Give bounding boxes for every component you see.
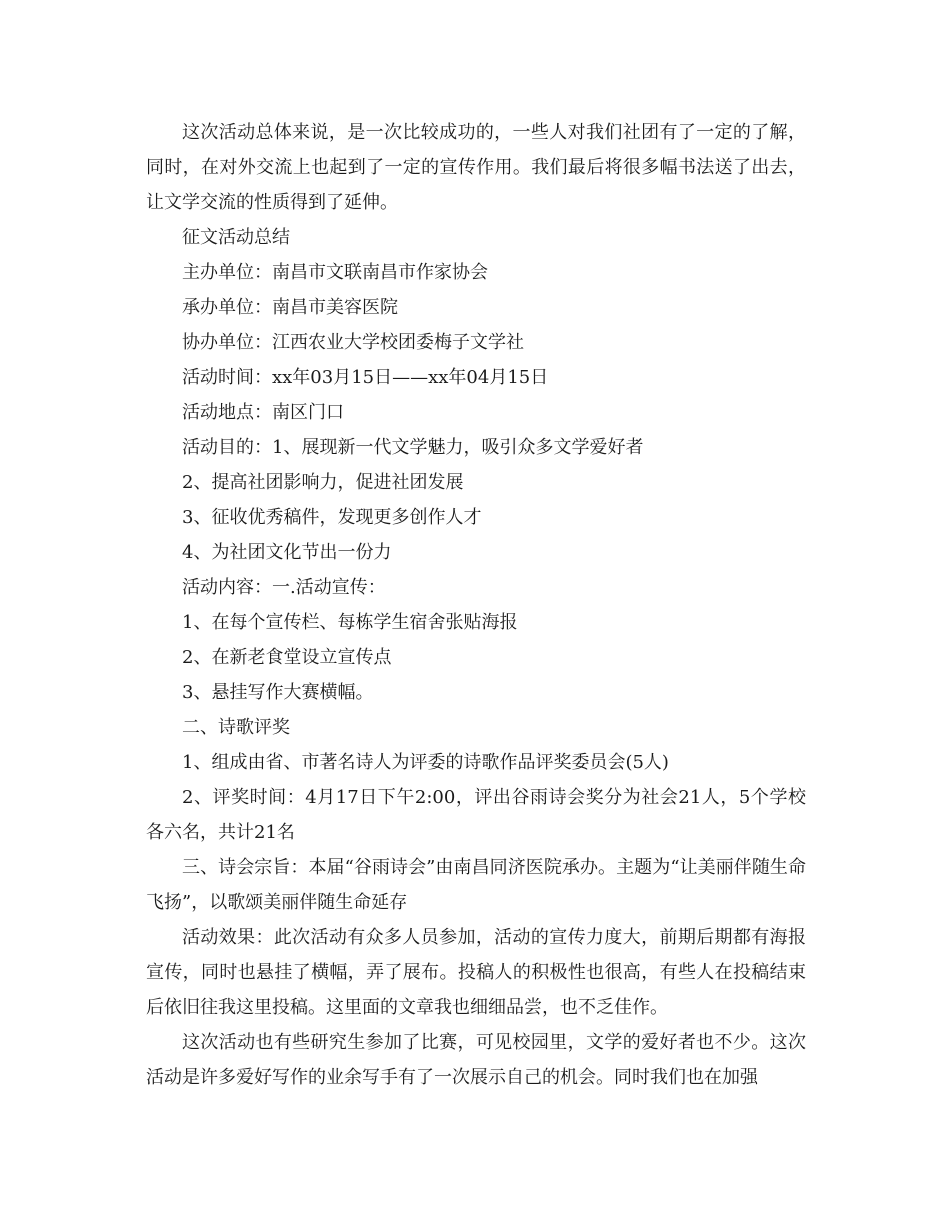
paragraph-event-effect: 活动效果：此次活动有众多人员参加，活动的宣传力度大，前期后期都有海报宣传，同时也悬挂了横幅，弄了展布。投稿人的积极性也很高，有些人在投稿结束后依旧往我这里投稿。这里面的文章我也细细品尝，也不乏佳作。 — [146, 927, 806, 1018]
paragraph-award-time: 2、评奖时间：4月17日下午2:00，评出谷雨诗会奖分为社会21人，5个学校各六名，共计21名 — [146, 787, 806, 843]
paragraph-promo-1: 1、在每个宣传栏、每栋学生宿舍张贴海报 — [182, 612, 518, 633]
document-body — [146, 115, 806, 1095]
paragraph-event-location: 活动地点：南区门口 — [182, 402, 344, 423]
paragraph-closing: 这次活动也有些研究生参加了比赛，可见校园里，文学的爱好者也不少。这次活动是许多爱好写作的业余写手有了一次展示自己的机会。同时我们也在加强 — [146, 1032, 806, 1088]
paragraph-poetry-awards: 二、诗歌评奖 — [182, 717, 290, 738]
paragraph-event-time: 活动时间：xx年03月15日——xx年04月15日 — [182, 367, 549, 388]
paragraph-purpose-2: 2、提高社团影响力，促进社团发展 — [182, 472, 464, 493]
paragraph-jury: 1、组成由省、市著名诗人为评委的诗歌作品评奖委员会(5人) — [182, 752, 669, 773]
paragraph-promo-3: 3、悬挂写作大赛横幅。 — [182, 682, 374, 703]
paragraph-co-organizer-unit: 协办单位：江西农业大学校团委梅子文学社 — [182, 332, 524, 353]
paragraph-event-content: 活动内容：一.活动宣传： — [182, 577, 386, 598]
paragraph-summary-intro: 这次活动总体来说，是一次比较成功的，一些人对我们社团有了一定的了解，同时，在对外交流上也起到了一定的宣传作用。我们最后将很多幅书法送了出去，让文学交流的性质得到了延伸。 — [146, 122, 806, 213]
paragraph-promo-2: 2、在新老食堂设立宣传点 — [182, 647, 392, 668]
paragraph-essay-title: 征文活动总结 — [182, 227, 290, 248]
paragraph-organizer-unit: 承办单位：南昌市美容医院 — [182, 297, 398, 318]
paragraph-purpose-3: 3、征收优秀稿件，发现更多创作人才 — [182, 507, 482, 528]
paragraph-event-purpose: 活动目的：1、展现新一代文学魅力，吸引众多文学爱好者 — [182, 437, 644, 458]
paragraph-poetry-theme: 三、诗会宗旨：本届“谷雨诗会”由南昌同济医院承办。主题为“让美丽伴随生命飞扬”，以歌颂美丽伴随生命延存 — [146, 857, 806, 913]
paragraph-purpose-4: 4、为社团文化节出一份力 — [182, 542, 392, 563]
paragraph-host-unit: 主办单位：南昌市文联南昌市作家协会 — [182, 262, 488, 283]
